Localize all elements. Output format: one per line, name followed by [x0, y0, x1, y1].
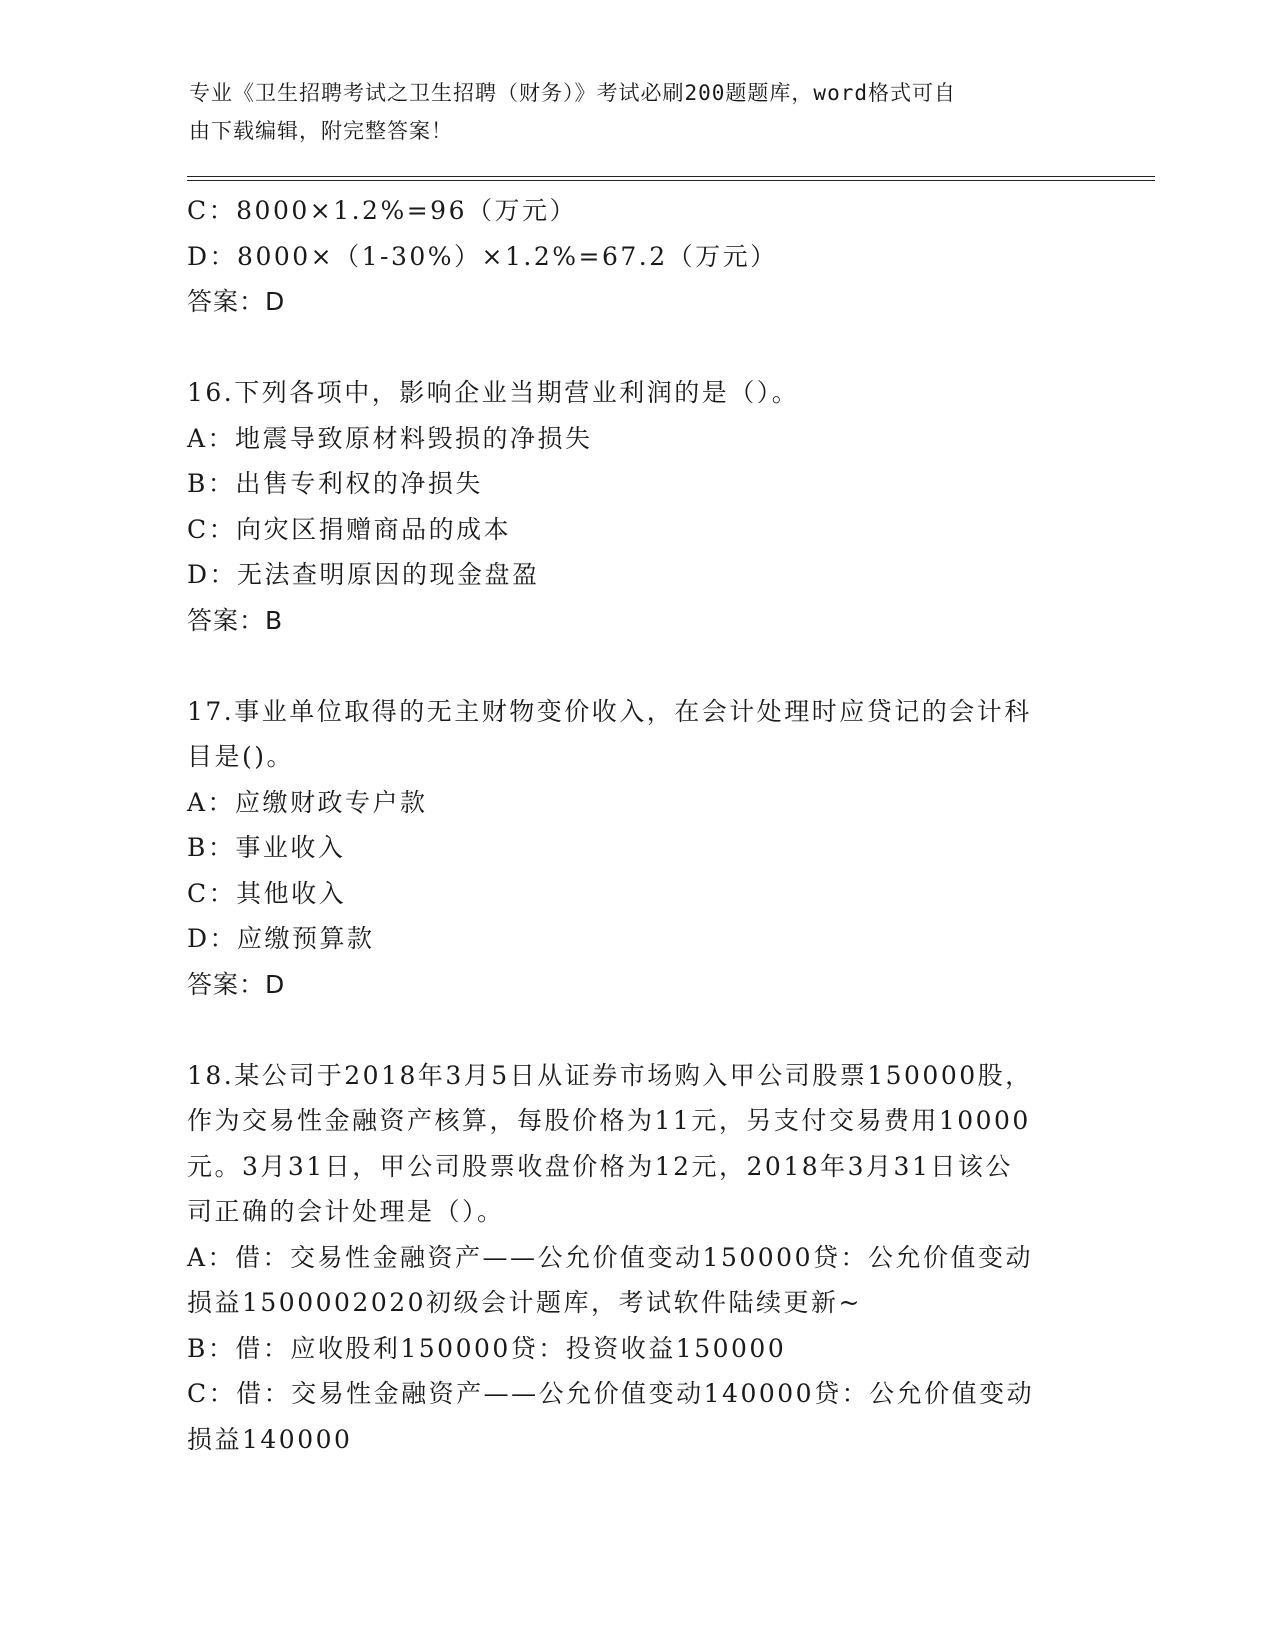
q18-question-line-4: 司正确的会计处理是（）。	[187, 1197, 505, 1226]
q15-option-d: D：8000×（1-30%）×1.2%=67.2（万元）	[187, 241, 778, 271]
q18-option-b: B：借：应收股利150000贷：投资收益150000	[187, 1333, 787, 1363]
q18-question-line-3: 元。3月31日，甲公司股票收盘价格为12元，2018年3月31日该公	[187, 1151, 1013, 1181]
q16-option-b: B：出售专利权的净损失	[187, 469, 483, 498]
q18-question-line-1: 18.某公司于2018年3月5日从证券市场购入甲公司股票150000股，	[187, 1060, 1033, 1090]
q18-option-a-line-2: 损益1500002020初级会计题库，考试软件陆续更新~	[187, 1288, 863, 1317]
q16-option-c: C：向灾区捐赠商品的成本	[187, 514, 512, 544]
q18-option-c-line-1: C：借：交易性金融资产——公允价值变动140000贷：公允价值变动	[187, 1379, 1035, 1408]
q16-question: 16.下列各项中，影响企业当期营业利润的是（）。	[187, 378, 800, 407]
q16-option-d: D：无法查明原因的现金盘盈	[187, 560, 540, 589]
q16-answer: 答案：B	[187, 605, 284, 635]
q16-option-a: A：地震导致原材料毁损的净损失	[187, 423, 593, 453]
header-line-2: 由下载编辑，附完整答案！	[189, 119, 453, 143]
header-divider	[187, 176, 1155, 181]
q17-option-d: D：应缴预算款	[187, 924, 375, 953]
q18-option-c-line-2: 损益140000	[187, 1424, 353, 1454]
q17-option-b: B：事业收入	[187, 833, 346, 862]
document-body	[187, 188, 1087, 1462]
spacer	[187, 643, 1087, 689]
spacer	[187, 325, 1087, 371]
q18-option-a-line-1: A：借：交易性金融资产——公允价值变动150000贷：公允价值变动	[187, 1242, 1033, 1272]
question-17	[187, 689, 1087, 1008]
header-line-1: 专业《卫生招聘考试之卫生招聘（财务）》考试必刷200题题库，word格式可自	[189, 81, 956, 105]
q17-question-line-2: 目是()。	[187, 742, 295, 771]
question-16	[187, 370, 1087, 643]
q17-option-a: A：应缴财政专户款	[187, 787, 428, 817]
document-header	[189, 74, 1089, 150]
q17-question-line-1: 17.事业单位取得的无主财物变价收入，在会计处理时应贷记的会计科	[187, 696, 1032, 726]
spacer	[187, 1007, 1087, 1053]
q17-answer: 答案：D	[187, 969, 286, 999]
q17-option-c: C：其他收入	[187, 878, 347, 908]
q15-option-c: C：8000×1.2%=96（万元）	[187, 196, 577, 225]
q18-question-line-2: 作为交易性金融资产核算，每股价格为11元，另支付交易费用10000	[187, 1106, 1031, 1135]
question-15	[187, 188, 1087, 325]
q15-answer: 答案：D	[187, 287, 286, 316]
question-18	[187, 1053, 1087, 1463]
